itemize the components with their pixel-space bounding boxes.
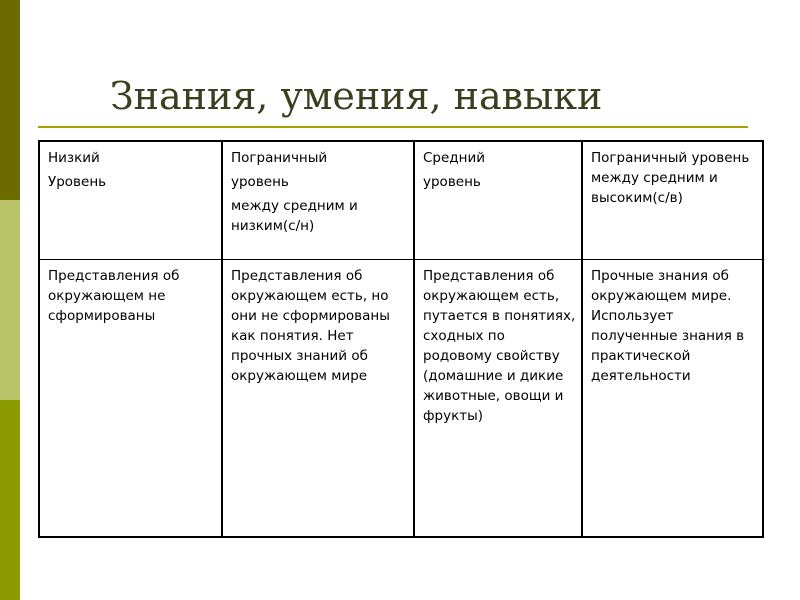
header-cell-line: Пограничный уровень между средним и высоким(с/в)	[591, 150, 750, 206]
table-cell-low-mid: Представления об окружающем есть, но они не сформированы как понятия. Нет прочных знаний об окружающем мире	[222, 259, 414, 537]
header-cell-line: Пограничный	[231, 150, 328, 166]
header-cell-mid-high	[582, 141, 763, 259]
table-header-row	[39, 141, 763, 259]
header-cell-low	[39, 141, 222, 259]
header-cell-line: уровень	[423, 174, 481, 190]
header-cell-line: Средний	[423, 150, 486, 166]
table-cell-mid-high: Прочные знания об окружающем мире. Использует полученные знания в практической деятельности	[582, 259, 763, 537]
table-cell-low: Представления об окружающем не сформированы	[39, 259, 222, 537]
slide-title: Знания, умения, навыки	[110, 74, 603, 118]
title-underline	[38, 126, 748, 128]
header-cell-line: Низкий	[48, 150, 100, 166]
side-accent-bar	[0, 0, 20, 600]
table-cell-mid: Представления об окружающем есть, путается в понятиях, сходных по родовому свойству (домашние и дикие животные, овощи и фрукты)	[414, 259, 582, 537]
header-cell-line: Уровень	[48, 174, 107, 190]
header-cell-line: между средним и низким(с/н)	[231, 198, 358, 234]
side-bar-segment-bottom	[0, 400, 20, 600]
levels-table	[38, 140, 764, 538]
side-bar-segment-top	[0, 0, 20, 200]
header-cell-mid	[414, 141, 582, 259]
table-row	[39, 259, 763, 537]
side-bar-segment-middle	[0, 200, 20, 400]
header-cell-low-mid	[222, 141, 414, 259]
header-cell-line: уровень	[231, 174, 289, 190]
